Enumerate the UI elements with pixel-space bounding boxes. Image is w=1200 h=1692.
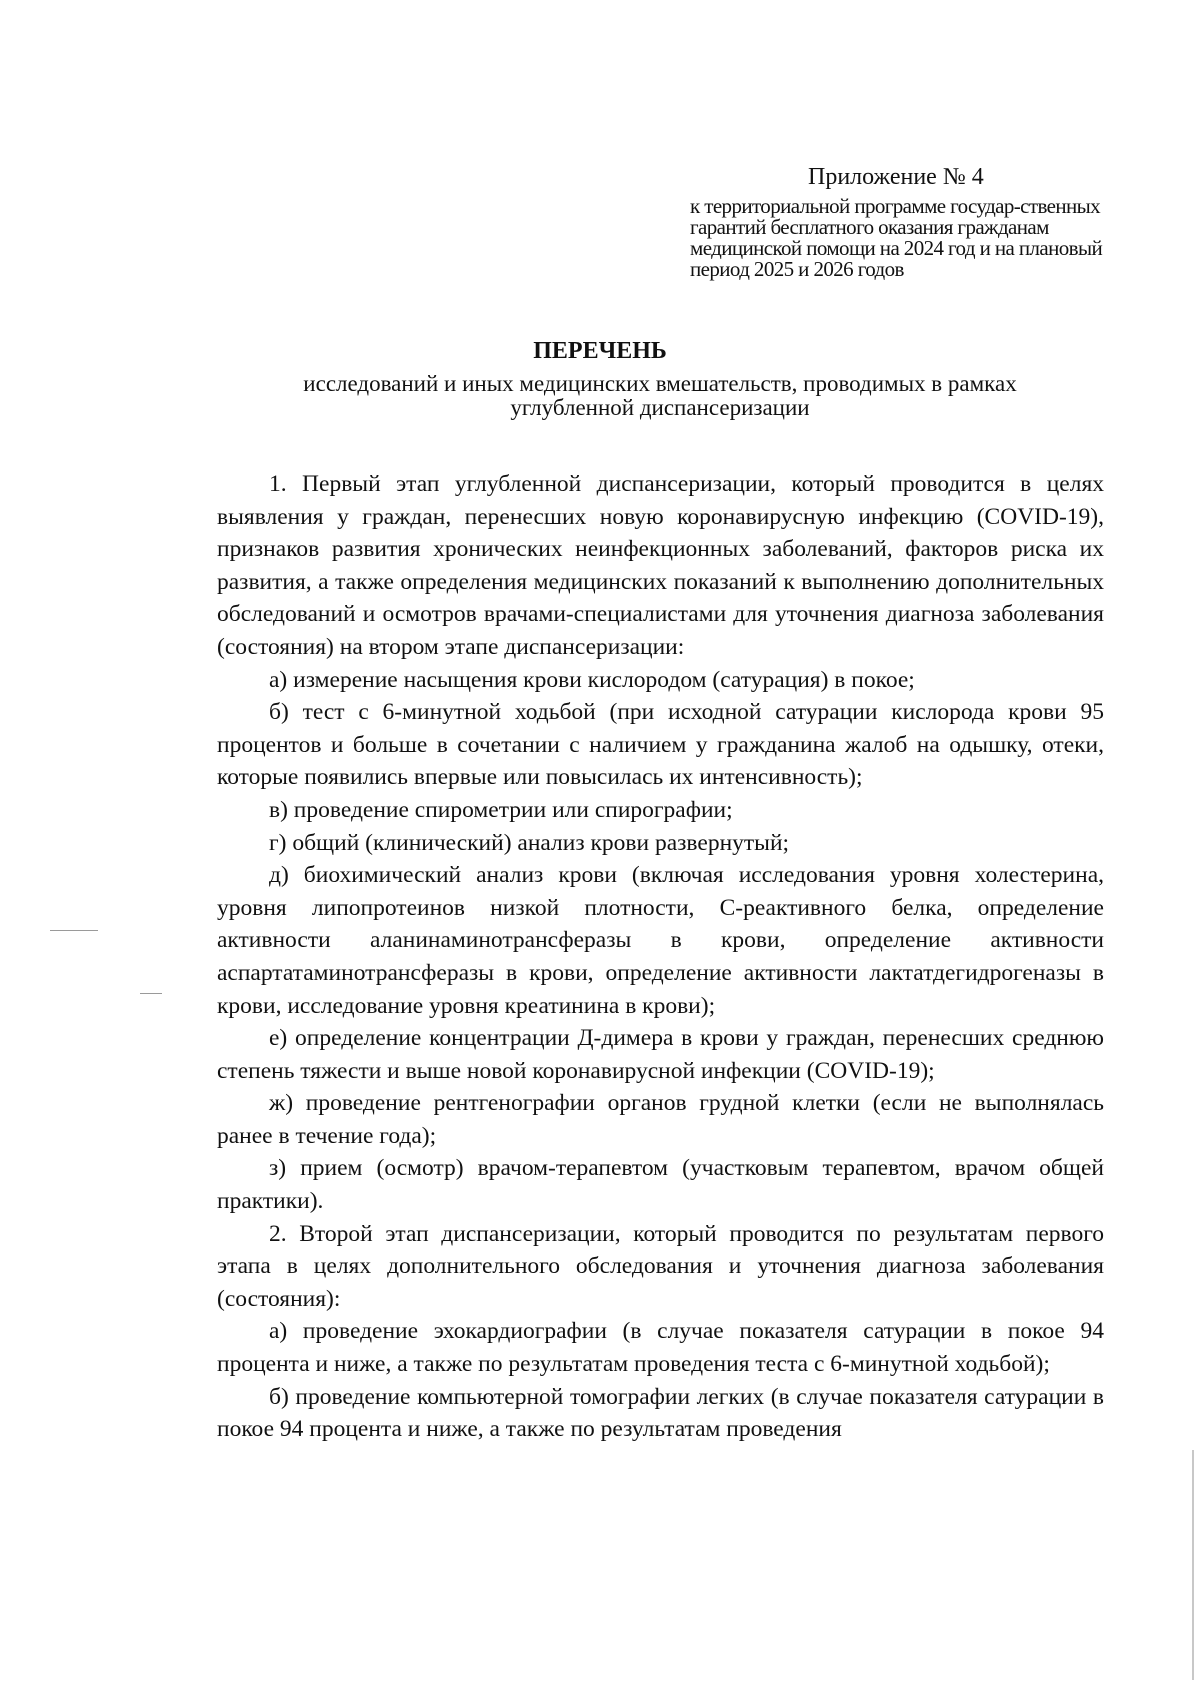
- list-item-1e: е) определение концентрации Д-димера в крови у граждан, перенесших среднюю степень тяжести и выше новой коронавирусной инфекции (COVID-19);: [217, 1025, 1104, 1084]
- list-item-2a: а) проведение эхокардиографии (в случае показателя сатурации в покое 94 процента и ниже, а также по результатам проведения теста с 6-минутной ходьбой);: [217, 1318, 1104, 1378]
- document-subtitle: исследований и иных медицинских вмешательств, проводимых в рамках углубленной диспансеризации: [303, 371, 1017, 420]
- list-item-1z: з) прием (осмотр) врачом-терапевтом (участковым терапевтом, врачом общей практики).: [217, 1155, 1104, 1215]
- scan-mark: [140, 993, 162, 994]
- scan-edge-shadow: [1192, 1450, 1194, 1680]
- appendix-reference: к территориальной программе государ-ственных гарантий бесплатного оказания гражданам медицинской помощи на 2024 год и на плановый период 2025 и 2026 годов: [690, 194, 1103, 281]
- list-item-1a: а) измерение насыщения крови кислородом (сатурация) в покое;: [269, 666, 915, 693]
- document-body: [217, 468, 1104, 1446]
- list-item-1d: д) биохимический анализ крови (включая исследования уровня холестерина, уровня липопротеинов низкой плотности, С-реактивного белка, определение активности аланинаминотрансферазы в крови, определение активности аспартатаминотрансферазы в крови, определение активности лактатдегидрогеназы в крови, исследование уровня креатинина в крови);: [217, 862, 1104, 1019]
- paragraph-1: 1. Первый этап углубленной диспансеризации, который проводится в целях выявления у граждан, перенесших новую коронавирусную инфекцию (COVID-19), признаков развития хронических неинфекционных заболеваний, факторов риска их развития, а также определения медицинских показаний к выполнению дополнительных обследований и осмотров врачами-специалистами для уточнения диагноза заболевания (состояния) на втором этапе диспансеризации:: [217, 471, 1104, 660]
- scan-mark: [50, 930, 98, 931]
- list-item-2b: б) проведение компьютерной томографии легких (в случае показателя сатурации в покое 94 процента и ниже, а также по результатам проведения: [217, 1383, 1104, 1443]
- list-item-1b: б) тест с 6-минутной ходьбой (при исходной сатурации кислорода крови 95 процентов и больше в сочетании с наличием у гражданина жалоб на одышку, отеки, которые появились впервые или повысилась их интенсивность);: [217, 699, 1104, 791]
- appendix-number: Приложение № 4: [808, 164, 984, 190]
- appendix-header: [690, 162, 1120, 280]
- list-item-1v: в) проведение спирометрии или спирографии;: [269, 796, 733, 823]
- list-item-1g: г) общий (клинический) анализ крови развернутый;: [269, 829, 790, 856]
- document-title: ПЕРЕЧЕНЬ: [533, 338, 667, 364]
- list-item-1zh: ж) проведение рентгенографии органов грудной клетки (если не выполнялась ранее в течение года);: [217, 1090, 1104, 1149]
- paragraph-2: 2. Второй этап диспансеризации, который проводится по результатам первого этапа в целях дополнительного обследования и уточнения диагноза заболевания (состояния):: [217, 1220, 1104, 1312]
